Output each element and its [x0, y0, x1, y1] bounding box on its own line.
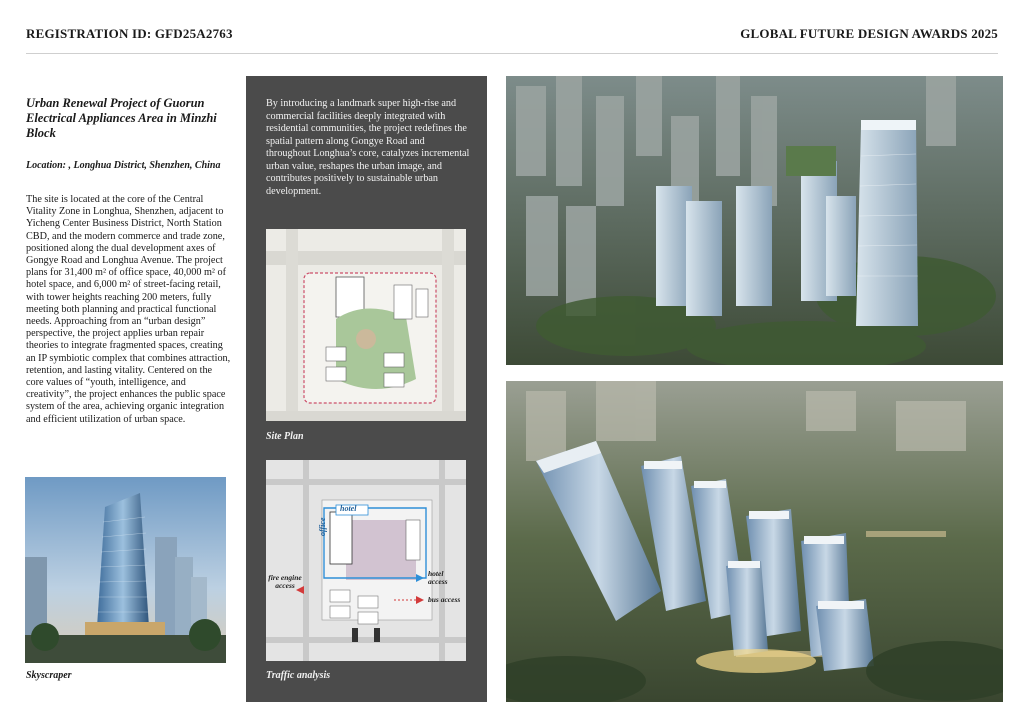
traffic-label-bus-access: bus access — [428, 595, 461, 604]
project-title: Urban Renewal Project of Guorun Electrical Appliances Area in Minzhi Block — [26, 96, 217, 140]
project-location: Location: , Longhua District, Shenzhen, China — [26, 160, 221, 171]
registration-id: REGISTRATION ID: GFD25A2763 — [26, 26, 233, 41]
skyscraper-image — [25, 477, 226, 663]
middle-intro-text: By introducing a landmark super high-rise and commercial facilities deeply integrated with residential communities, the project redefines the spatial pattern along Gongye Road and throughout Longhua’s core, catalyzes incremental urban value, reshapes the urban image, and contributes positively to sustainable urban development. — [266, 98, 470, 197]
traffic-label-office: office — [318, 517, 327, 536]
left-column — [26, 96, 232, 426]
site-plan-image — [266, 229, 466, 421]
header — [26, 24, 998, 54]
skyscraper-caption: Skyscraper — [26, 670, 72, 681]
aerial-render-top — [506, 76, 1003, 365]
project-description: The site is located at the core of the Central Vitality Zone in Longhua, Shenzhen, adjacent to Yicheng Center Business District, North Station CBD, and the modern commerce and trade zone, positioned along the dual development axes of Gongye Road and Longhua Avenue. The project plans for 31,400 m² of office space, 40,000 m² of hotel space, and 6,000 m² of street-facing retail, with tower heights reaching 200 meters, fully meeting both planning and practical functional needs. Approaching from an “urban design” perspective, the project applies urban repair theories to integrate fragmented spaces, creating an IP symbiotic complex that combines attraction, retention, and lasting vitality. Centered on the core values of “youth, intelligence, and creativity”, the project enhances the public space system of the area, achieving organic integration and efficient utilization of urban space. — [26, 194, 231, 425]
award-title: GLOBAL FUTURE DESIGN AWARDS 2025 — [740, 26, 998, 41]
traffic-label-fire-engine: fire engine access — [268, 573, 302, 590]
traffic-analysis-image — [266, 460, 466, 661]
traffic-caption: Traffic analysis — [266, 670, 331, 681]
traffic-label-hotel: hotel — [340, 504, 357, 513]
traffic-label-hotel-access: hotel access — [428, 569, 448, 586]
middle-panel — [246, 76, 487, 702]
aerial-render-bottom — [506, 381, 1003, 702]
site-plan-caption: Site Plan — [266, 431, 304, 442]
